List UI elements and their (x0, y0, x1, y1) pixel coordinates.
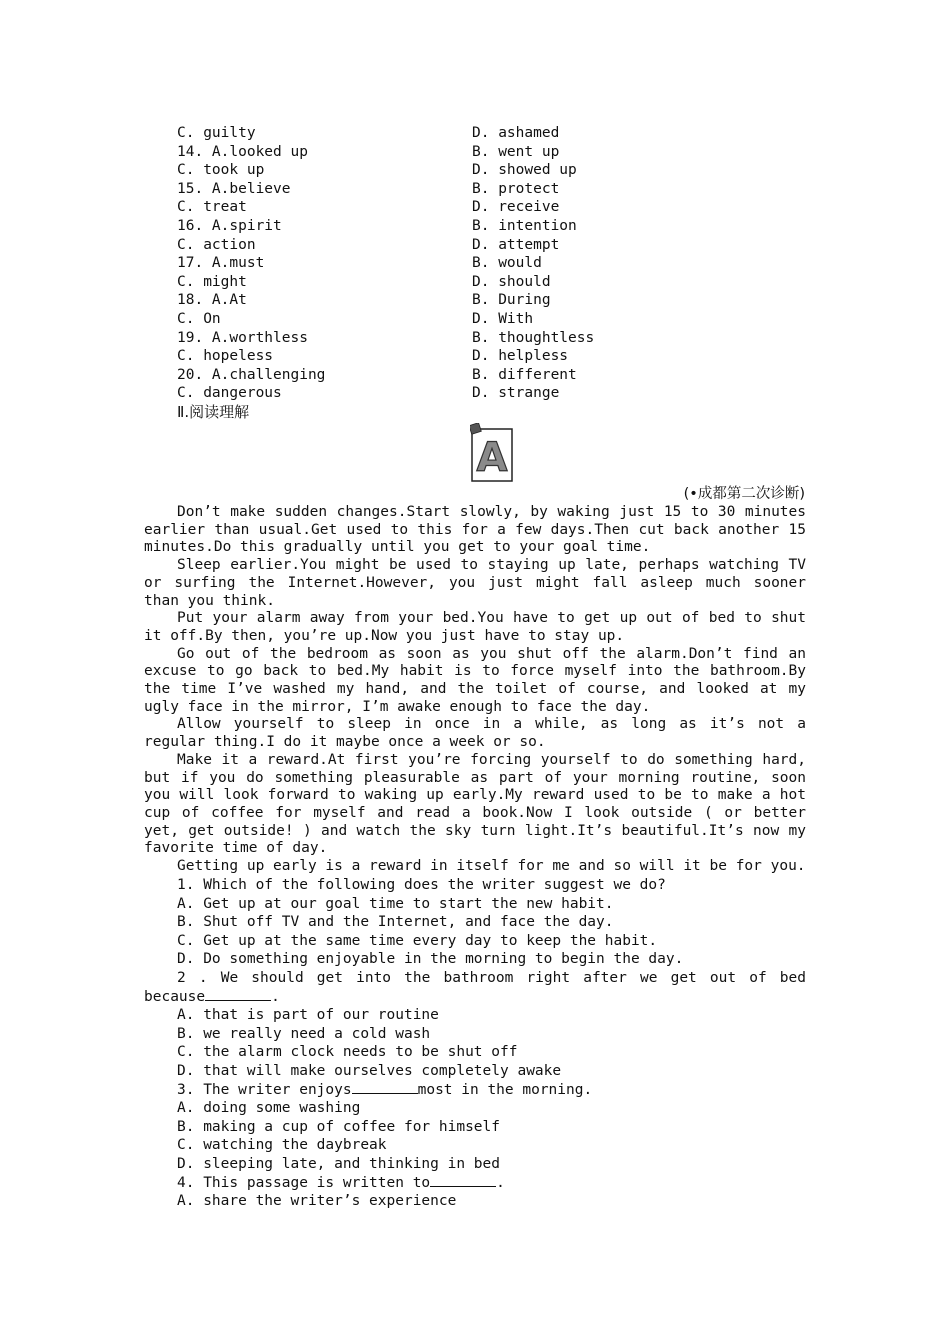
option-left: 16. A.spirit (177, 217, 282, 234)
options-row (177, 254, 817, 273)
option-left: 18. A.At (177, 292, 247, 309)
options-row (177, 161, 817, 180)
option-left: C. action (177, 236, 256, 253)
passage-source: (•成都第二次诊断) (683, 486, 805, 502)
question-2-option: A. that is part of our routine (177, 1007, 439, 1024)
question-1-option: B. Shut off TV and the Internet, and face the day. (177, 914, 614, 931)
question-3-option: B. making a cup of coffee for himself (177, 1118, 501, 1135)
option-left: C. dangerous (177, 385, 282, 402)
passage-paragraph: Put your alarm away from your bed.You have to get up out of bed to shut it off.By then, you’re up.Now you just have to stay up. (144, 610, 806, 644)
reading-passage (144, 504, 806, 876)
answer-blank (205, 988, 271, 1001)
options-row (177, 347, 817, 366)
option-right: B. During (472, 292, 551, 309)
question-3-end: most in the morning. (417, 1081, 593, 1098)
passage-paragraph: Don’t make sudden changes.Start slowly, by waking just 15 to 30 minutes earlier than usual.Get used to this for a few days.Then cut back another 15 minutes.Do this gradually until you get to your goal time. (144, 504, 806, 556)
option-left: 19. A.worthless (177, 329, 308, 346)
options-row (177, 329, 817, 348)
options-row (177, 180, 817, 199)
section-heading: Ⅱ.阅读理解 (177, 403, 250, 421)
question-2-option: C. the alarm clock needs to be shut off (177, 1044, 518, 1061)
option-left: 20. A.challenging (177, 366, 326, 383)
option-left: C. guilty (177, 125, 256, 141)
question-2 (144, 969, 806, 1006)
question-3-option: A. doing some washing (177, 1100, 361, 1117)
question-1: 1. Which of the following does the writer suggest we do? (177, 877, 666, 893)
option-right: D. ashamed (472, 125, 560, 141)
question-1-option: A. Get up at our goal time to start the new habit. (177, 895, 614, 912)
question-3-stem: 3. The writer enjoys (177, 1081, 352, 1098)
options-row (177, 217, 817, 236)
passage-paragraph: Go out of the bedroom as soon as you shut off the alarm.Don’t find an excuse to go back to bed.My habit is to force myself into the bathroom.By the time I’ve washed my hand, and the toilet of course, and looked at my ugly face in the mirror, I’m awake enough to face the day. (144, 645, 806, 715)
question-1-option: D. Do something enjoyable in the morning to begin the day. (177, 951, 684, 968)
options-row (177, 143, 817, 162)
option-right: D. receive (472, 199, 560, 216)
option-right: B. different (472, 366, 577, 383)
option-left: 17. A.must (177, 255, 265, 272)
question-4-end: . (496, 1174, 505, 1191)
question-4-stem: 4. This passage is written to (177, 1174, 431, 1191)
options-row (177, 273, 817, 292)
option-right: B. would (472, 255, 542, 272)
question-1-option: C. Get up at the same time every day to keep the habit. (177, 932, 658, 949)
option-left: 14. A.looked up (177, 143, 308, 160)
passage-paragraph: Sleep earlier.You might be used to staying up late, perhaps watching TV or surfing the Internet.However, you just might fall asleep much sooner than you think. (144, 557, 806, 609)
option-left: 15. A.believe (177, 180, 291, 197)
option-right: D. With (472, 310, 534, 327)
options-row (177, 366, 817, 385)
option-right: B. intention (472, 217, 577, 234)
option-right: D. showed up (472, 162, 577, 179)
passage-paragraph: Allow yourself to sleep in once in a while, as long as it’s not a regular thing.I do it maybe once a week or so. (144, 716, 806, 751)
passage-paragraph: Make it a reward.At first you’re forcing yourself to do something hard, but if you do something pleasurable as part of your morning routine, soon you will look forward to waking up early.My reward used to be to make a hot cup of coffee for myself and read a book.Now I look outside ( or better yet, get outside! ) and watch the sky turn light.It’s beautiful.It’s now my favorite time of day. (144, 751, 806, 857)
options-row (177, 310, 817, 329)
options-row (177, 198, 817, 217)
question-3 (144, 1081, 806, 1100)
option-right: B. protect (472, 180, 560, 197)
option-left: C. On (177, 310, 221, 327)
options-row (177, 291, 817, 310)
options-table (177, 124, 817, 403)
question-3-option: C. watching the daybreak (177, 1137, 387, 1154)
question-3-option: D. sleeping late, and thinking in bed (177, 1155, 501, 1172)
option-left: C. hopeless (177, 348, 274, 365)
passage-a-badge-icon (470, 423, 514, 483)
question-2-stem: 2 . We should get into the bathroom right after we get out of bed because (144, 969, 806, 1005)
option-right: D. strange (472, 385, 560, 402)
options-row (177, 236, 817, 255)
option-right: D. attempt (472, 236, 560, 253)
question-2-end: . (271, 988, 280, 1005)
option-right: D. should (472, 273, 551, 290)
question-2-option: B. we really need a cold wash (177, 1025, 431, 1042)
passage-paragraph: Getting up early is a reward in itself for me and so will it be for you. (177, 858, 806, 875)
options-row (177, 384, 817, 403)
badge-letter: A (476, 435, 508, 481)
answer-blank (352, 1081, 418, 1094)
options-row (177, 124, 817, 143)
option-right: D. helpless (472, 348, 569, 365)
option-left: C. took up (177, 162, 265, 179)
option-left: C. treat (177, 199, 247, 216)
question-4-option: A. share the writer’s experience (177, 1193, 457, 1210)
option-right: B. thoughtless (472, 329, 595, 346)
question-4 (144, 1174, 806, 1193)
question-2-option: D. that will make ourselves completely awake (177, 1062, 562, 1079)
answer-blank (430, 1174, 496, 1187)
questions (144, 876, 806, 1211)
option-right: B. went up (472, 143, 560, 160)
option-left: C. might (177, 273, 247, 290)
